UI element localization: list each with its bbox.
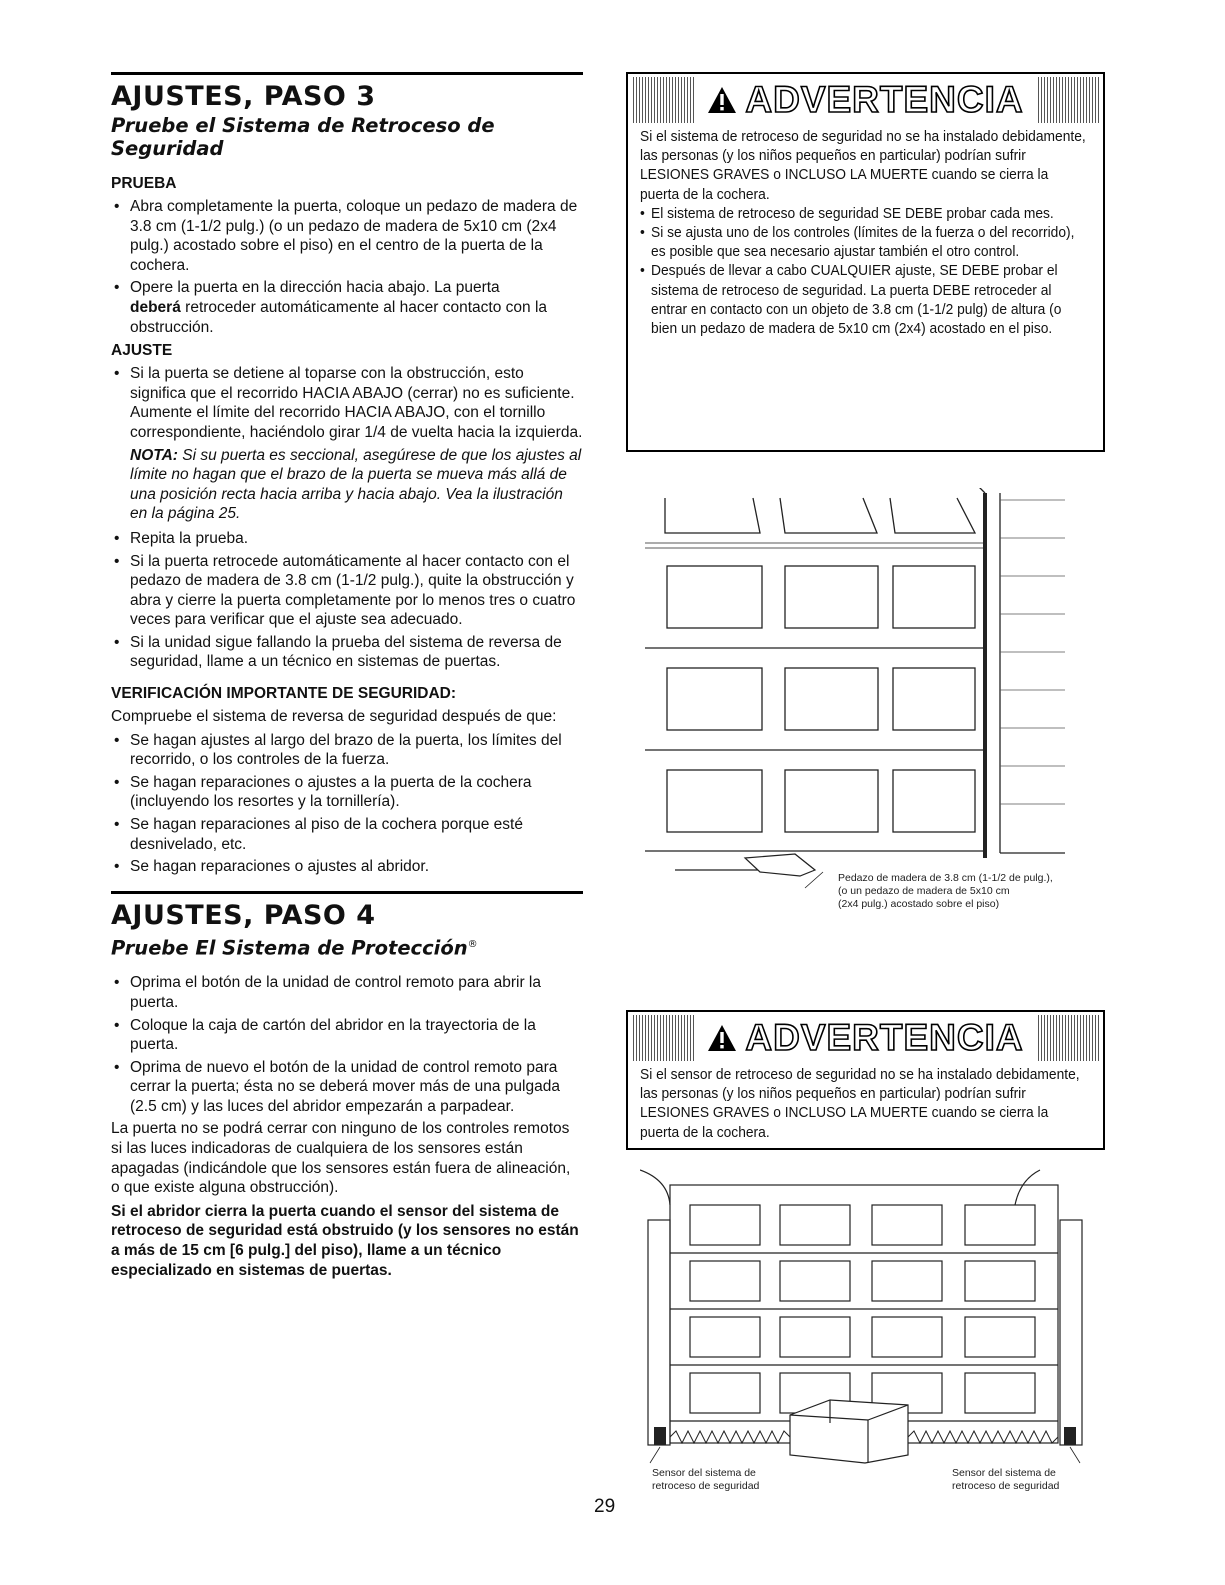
figure1-caption: Pedazo de madera de 3.8 cm (1-1/2 de pulg.), (o un pedazo de madera de 5x10 cm (2x4 pulg.) acostado sobre el piso)	[838, 872, 1053, 910]
wood-block-icon	[745, 854, 815, 876]
figure2-caption-left: Sensor del sistema de retroceso de seguridad	[652, 1467, 760, 1492]
page-number: 29	[594, 1496, 616, 1517]
bold-word: deberá	[130, 298, 181, 316]
warning-body	[628, 1061, 1103, 1150]
list-item: • Oprima el botón de la unidad de control remoto para abrir la puerta.	[111, 973, 583, 1012]
list-item: • Si la puerta se detiene al toparse con la obstrucción, esto significa que el recorrido HACIA ABAJO (cerrar) no es suficiente. Aumente el límite del recorrido HACIA ABAJO, con el tornillo correspondiente, haciéndolo girar 1/4 de vuelta hacia la izquierda.	[111, 364, 583, 442]
sensor-icon	[654, 1427, 666, 1445]
list-item: • Abra completamente la puerta, coloque un pedazo de madera de 3.8 cm (1-1/2 pulg.) (o un pedazo de madera de 5x10 cm (2x4 pulg.) acostado sobre el piso) en el centro de la puerta de la cochera.	[111, 197, 583, 275]
step3-title: AJUSTES, PASO 3	[111, 81, 376, 112]
warning-header	[631, 1015, 1100, 1061]
garage-door-figure	[645, 488, 1075, 898]
sensor-icon	[1064, 1427, 1076, 1445]
warning-title: ADVERTENCIA	[745, 1017, 1024, 1058]
list-item: • Coloque la caja de cartón del abridor en la trayectoria de la puerta.	[111, 1016, 583, 1055]
step4-list	[111, 973, 583, 1116]
warning-box	[626, 72, 1105, 452]
list-item-text: retroceder automáticamente al hacer contacto con la obstrucción.	[130, 298, 548, 336]
ajuste-label: AJUSTE	[111, 342, 173, 360]
list-item: • Si la puerta retrocede automáticamente al hacer contacto con el pedazo de madera de 3.8 cm (1-1/2 pulg.), quite la obstrucción y abra y cierre la puerta completamente por lo menos tres o cuatro veces para verificar que el ajuste sea adecuado.	[111, 552, 583, 630]
list-item-text: Opere la puerta en la dirección hacia abajo. La puerta	[130, 279, 500, 297]
warning-box	[626, 1010, 1105, 1150]
verif-intro: Compruebe el sistema de reversa de seguridad después de que:	[111, 708, 557, 726]
step4-subtitle	[111, 933, 583, 960]
warning-triangle-icon	[707, 1024, 737, 1052]
prueba-label: PRUEBA	[111, 175, 177, 192]
note-label: NOTA:	[130, 446, 178, 464]
figure2-caption-right: Sensor del sistema de retroceso de seguridad	[952, 1467, 1060, 1492]
registered-mark: ®	[467, 938, 478, 950]
warning-intro: Si el sistema de retroceso de seguridad no se ha instalado debidamente, las personas (y los niños pequeños en particular) podrían sufrir LESIONES GRAVES o INCLUSO LA MUERTE cuando se cierra la puerta de la cochera.	[640, 128, 1086, 203]
note	[111, 446, 583, 524]
step3-subtitle: Pruebe el Sistema de Retroceso de Seguridad	[111, 114, 495, 160]
list-item: • Repita la prueba.	[111, 529, 583, 549]
list-item: • Se hagan ajustes al largo del brazo de la puerta, los límites del recorrido, o los controles de la fuerza.	[111, 731, 583, 770]
list-item: • Oprima de nuevo el botón de la unidad de control remoto para cerrar la puerta; ésta no se deberá mover más de una pulgada (2.5 cm) y las luces del abridor empezarán a parpadear.	[111, 1058, 583, 1117]
section-rule	[111, 72, 583, 75]
warning-triangle-icon	[707, 86, 737, 114]
verif-label: VERIFICACIÓN IMPORTANTE DE SEGURIDAD:	[111, 685, 457, 703]
list-item: • Se hagan reparaciones o ajustes a la puerta de la cochera (incluyendo los resortes y la tornillería).	[111, 773, 583, 812]
warning-header	[631, 77, 1100, 123]
step4-subtitle-text: Pruebe El Sistema de Protección	[111, 936, 468, 960]
warning-title: ADVERTENCIA	[745, 79, 1024, 120]
list-item: • Si la unidad sigue fallando la prueba del sistema de reversa de seguridad, llame a un técnico en sistemas de puertas.	[111, 633, 583, 672]
warning-body	[628, 123, 1103, 346]
list-item: • Se hagan reparaciones o ajustes al abridor.	[111, 857, 583, 877]
warning-item: • Después de llevar a cabo CUALQUIER ajuste, SE DEBE probar el sistema de retroceso de seguridad. La puerta DEBE retroceder al entrar en contacto con un objeto de 3.8 cm (1-1/2 pulg) de altura (o bien un pedazo de madera de 5x10 cm (2x4) acostado en el piso.	[640, 261, 1088, 338]
note-text: Si su puerta es seccional, asegúrese de que los ajustes al límite no hagan que el brazo de la puerta se mueva más allá de una posición recta hacia arriba y hacia abajo. Vea la ilustración en la página 25.	[130, 446, 582, 523]
warning-item: • El sistema de retroceso de seguridad SE DEBE probar cada mes.	[640, 204, 1088, 223]
left-column	[111, 72, 583, 1280]
step4-paragraph: La puerta no se podrá cerrar con ninguno de los controles remotos si las luces indicadoras de cualquiera de los sensores están apagadas (indicándole que los sensores están fuera de alineación, o que existe alguna obstrucción).	[111, 1120, 571, 1197]
sensor-door-figure	[640, 1165, 1095, 1465]
ajuste-list	[111, 364, 583, 442]
prueba-list	[111, 197, 583, 337]
warning-item: • Si se ajusta uno de los controles (límites de la fuerza o del recorrido), es posible que sea necesario ajustar también el otro control.	[640, 223, 1088, 261]
ajuste-list-2	[111, 529, 583, 672]
warning-intro: Si el sensor de retroceso de seguridad no se ha instalado debidamente, las personas (y los niños pequeños en particular) podrían sufrir LESIONES GRAVES o INCLUSO LA MUERTE cuando se cierra la puerta de la cochera.	[640, 1066, 1080, 1141]
step4-bold-paragraph: Si el abridor cierra la puerta cuando el sensor del sistema de retroceso de seguridad está obstruido (y los sensores no están a más de 15 cm [6 pulg.] del piso), llame a un técnico especializado en sistemas de puertas.	[111, 1202, 579, 1279]
list-item	[111, 278, 583, 337]
step4-title: AJUSTES, PASO 4	[111, 899, 376, 931]
verif-list	[111, 731, 583, 877]
list-item: • Se hagan reparaciones al piso de la cochera porque esté desnivelado, etc.	[111, 815, 583, 854]
section-rule	[111, 891, 583, 894]
